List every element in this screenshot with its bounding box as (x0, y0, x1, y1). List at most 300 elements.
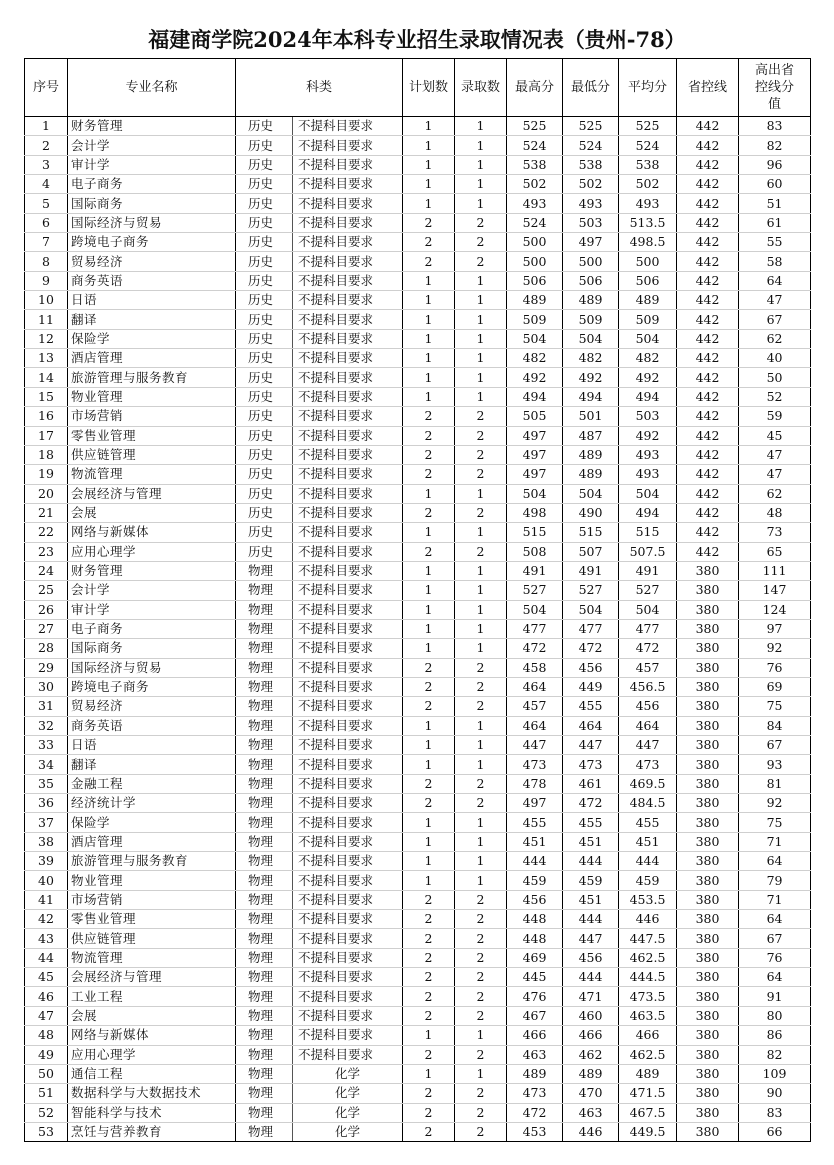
seq-cell: 9 (25, 271, 68, 290)
seq-cell: 36 (25, 794, 68, 813)
control-line-cell: 442 (677, 271, 739, 290)
control-line-cell: 380 (677, 639, 739, 658)
min-score-cell: 455 (563, 697, 619, 716)
control-line-cell: 380 (677, 929, 739, 948)
table-row (25, 929, 811, 948)
category-cell: 物理 (236, 697, 293, 716)
category-cell: 历史 (236, 252, 293, 271)
subject-requirement-cell: 不提科目要求 (293, 910, 403, 929)
min-score-cell: 527 (563, 581, 619, 600)
max-score-cell: 458 (507, 658, 563, 677)
plan-count-cell: 1 (403, 194, 455, 213)
plan-count-cell: 1 (403, 387, 455, 406)
max-score-cell: 453 (507, 1122, 563, 1141)
avg-score-cell: 444.5 (619, 968, 677, 987)
category-cell: 历史 (236, 387, 293, 406)
subject-requirement-cell: 不提科目要求 (293, 368, 403, 387)
subject-requirement-cell: 不提科目要求 (293, 697, 403, 716)
subject-requirement-cell: 不提科目要求 (293, 890, 403, 909)
avg-score-cell: 493 (619, 465, 677, 484)
seq-cell: 3 (25, 155, 68, 174)
max-score-cell: 448 (507, 929, 563, 948)
seq-cell: 21 (25, 503, 68, 522)
major-name-cell: 智能科学与技术 (68, 1103, 236, 1122)
max-score-cell: 493 (507, 194, 563, 213)
above-line-cell: 92 (739, 794, 811, 813)
avg-score-cell: 527 (619, 581, 677, 600)
table-row (25, 1122, 811, 1141)
table-row (25, 755, 811, 774)
subject-requirement-cell: 不提科目要求 (293, 1006, 403, 1025)
seq-cell: 10 (25, 291, 68, 310)
table-row (25, 581, 811, 600)
table-row (25, 1084, 811, 1103)
max-score-cell: 492 (507, 368, 563, 387)
above-line-cell: 64 (739, 968, 811, 987)
above-line-cell: 93 (739, 755, 811, 774)
admitted-count-cell: 1 (455, 291, 507, 310)
subject-requirement-cell: 不提科目要求 (293, 155, 403, 174)
plan-count-cell: 1 (403, 1064, 455, 1083)
table-row (25, 155, 811, 174)
major-name-cell: 商务英语 (68, 716, 236, 735)
table-row (25, 484, 811, 503)
max-score-cell: 478 (507, 774, 563, 793)
avg-score-cell: 492 (619, 368, 677, 387)
avg-score-cell: 455 (619, 813, 677, 832)
plan-count-cell: 1 (403, 155, 455, 174)
admitted-count-cell: 1 (455, 310, 507, 329)
subject-requirement-cell: 不提科目要求 (293, 794, 403, 813)
subject-requirement-cell: 不提科目要求 (293, 136, 403, 155)
min-score-cell: 501 (563, 407, 619, 426)
above-line-cell: 124 (739, 600, 811, 619)
control-line-cell: 380 (677, 658, 739, 677)
max-score-cell: 477 (507, 619, 563, 638)
header-major: 专业名称 (68, 59, 236, 117)
admitted-count-cell: 1 (455, 619, 507, 638)
plan-count-cell: 1 (403, 329, 455, 348)
avg-score-cell: 489 (619, 291, 677, 310)
max-score-cell: 456 (507, 890, 563, 909)
subject-requirement-cell: 不提科目要求 (293, 445, 403, 464)
seq-cell: 20 (25, 484, 68, 503)
major-name-cell: 烹饪与营养教育 (68, 1122, 236, 1141)
control-line-cell: 380 (677, 832, 739, 851)
seq-cell: 45 (25, 968, 68, 987)
subject-requirement-cell: 不提科目要求 (293, 426, 403, 445)
category-cell: 历史 (236, 503, 293, 522)
table-row (25, 890, 811, 909)
plan-count-cell: 2 (403, 503, 455, 522)
max-score-cell: 444 (507, 852, 563, 871)
seq-cell: 41 (25, 890, 68, 909)
table-row (25, 194, 811, 213)
avg-score-cell: 457 (619, 658, 677, 677)
above-line-cell: 73 (739, 523, 811, 542)
table-row (25, 697, 811, 716)
plan-count-cell: 1 (403, 639, 455, 658)
plan-count-cell: 2 (403, 1045, 455, 1064)
plan-count-cell: 1 (403, 813, 455, 832)
avg-score-cell: 504 (619, 329, 677, 348)
control-line-cell: 442 (677, 329, 739, 348)
seq-cell: 19 (25, 465, 68, 484)
above-line-cell: 48 (739, 503, 811, 522)
major-name-cell: 会计学 (68, 581, 236, 600)
admitted-count-cell: 2 (455, 407, 507, 426)
above-line-cell: 76 (739, 658, 811, 677)
category-cell: 物理 (236, 755, 293, 774)
category-cell: 物理 (236, 1045, 293, 1064)
major-name-cell: 供应链管理 (68, 445, 236, 464)
above-line-cell: 75 (739, 697, 811, 716)
major-name-cell: 市场营销 (68, 407, 236, 426)
seq-cell: 38 (25, 832, 68, 851)
seq-cell: 25 (25, 581, 68, 600)
control-line-cell: 380 (677, 736, 739, 755)
avg-score-cell: 494 (619, 503, 677, 522)
subject-requirement-cell: 不提科目要求 (293, 736, 403, 755)
table-row (25, 349, 811, 368)
category-cell: 历史 (236, 349, 293, 368)
control-line-cell: 442 (677, 523, 739, 542)
above-line-cell: 96 (739, 155, 811, 174)
control-line-cell: 442 (677, 542, 739, 561)
category-cell: 物理 (236, 677, 293, 696)
seq-cell: 6 (25, 213, 68, 232)
min-score-cell: 456 (563, 658, 619, 677)
category-cell: 物理 (236, 948, 293, 967)
seq-cell: 8 (25, 252, 68, 271)
admitted-count-cell: 1 (455, 175, 507, 194)
major-name-cell: 会展经济与管理 (68, 484, 236, 503)
plan-count-cell: 1 (403, 310, 455, 329)
max-score-cell: 504 (507, 329, 563, 348)
table-row (25, 175, 811, 194)
above-line-cell: 75 (739, 813, 811, 832)
min-score-cell: 490 (563, 503, 619, 522)
avg-score-cell: 500 (619, 252, 677, 271)
major-name-cell: 工业工程 (68, 987, 236, 1006)
plan-count-cell: 2 (403, 445, 455, 464)
control-line-cell: 442 (677, 407, 739, 426)
above-line-cell: 45 (739, 426, 811, 445)
category-cell: 物理 (236, 1103, 293, 1122)
plan-count-cell: 2 (403, 252, 455, 271)
above-line-cell: 71 (739, 890, 811, 909)
seq-cell: 26 (25, 600, 68, 619)
table-row (25, 503, 811, 522)
table-row (25, 368, 811, 387)
above-line-cell: 67 (739, 310, 811, 329)
table-row (25, 465, 811, 484)
admitted-count-cell: 1 (455, 581, 507, 600)
category-cell: 历史 (236, 175, 293, 194)
max-score-cell: 500 (507, 252, 563, 271)
above-line-cell: 55 (739, 233, 811, 252)
max-score-cell: 448 (507, 910, 563, 929)
major-name-cell: 会展 (68, 1006, 236, 1025)
plan-count-cell: 2 (403, 1084, 455, 1103)
major-name-cell: 金融工程 (68, 774, 236, 793)
control-line-cell: 442 (677, 484, 739, 503)
subject-requirement-cell: 不提科目要求 (293, 1026, 403, 1045)
seq-cell: 30 (25, 677, 68, 696)
admitted-count-cell: 1 (455, 755, 507, 774)
control-line-cell: 442 (677, 233, 739, 252)
avg-score-cell: 456 (619, 697, 677, 716)
seq-cell: 51 (25, 1084, 68, 1103)
seq-cell: 2 (25, 136, 68, 155)
control-line-cell: 380 (677, 677, 739, 696)
subject-requirement-cell: 不提科目要求 (293, 871, 403, 890)
control-line-cell: 442 (677, 387, 739, 406)
above-line-cell: 91 (739, 987, 811, 1006)
max-score-cell: 504 (507, 484, 563, 503)
max-score-cell: 538 (507, 155, 563, 174)
seq-cell: 18 (25, 445, 68, 464)
admitted-count-cell: 1 (455, 561, 507, 580)
min-score-cell: 463 (563, 1103, 619, 1122)
above-line-cell: 51 (739, 194, 811, 213)
plan-count-cell: 1 (403, 619, 455, 638)
table-row (25, 813, 811, 832)
max-score-cell: 464 (507, 716, 563, 735)
major-name-cell: 会展 (68, 503, 236, 522)
seq-cell: 39 (25, 852, 68, 871)
min-score-cell: 449 (563, 677, 619, 696)
avg-score-cell: 509 (619, 310, 677, 329)
major-name-cell: 国际经济与贸易 (68, 213, 236, 232)
plan-count-cell: 2 (403, 1103, 455, 1122)
seq-cell: 13 (25, 349, 68, 368)
min-score-cell: 470 (563, 1084, 619, 1103)
max-score-cell: 476 (507, 987, 563, 1006)
avg-score-cell: 489 (619, 1064, 677, 1083)
above-line-cell: 64 (739, 852, 811, 871)
control-line-cell: 380 (677, 755, 739, 774)
avg-score-cell: 469.5 (619, 774, 677, 793)
major-name-cell: 旅游管理与服务教育 (68, 852, 236, 871)
min-score-cell: 472 (563, 794, 619, 813)
admitted-count-cell: 1 (455, 484, 507, 503)
min-score-cell: 507 (563, 542, 619, 561)
control-line-cell: 380 (677, 1103, 739, 1122)
table-row (25, 213, 811, 232)
above-line-cell: 65 (739, 542, 811, 561)
min-score-cell: 455 (563, 813, 619, 832)
category-cell: 历史 (236, 368, 293, 387)
subject-requirement-cell: 不提科目要求 (293, 658, 403, 677)
control-line-cell: 442 (677, 194, 739, 213)
major-name-cell: 国际商务 (68, 639, 236, 658)
admitted-count-cell: 1 (455, 639, 507, 658)
seq-cell: 49 (25, 1045, 68, 1064)
plan-count-cell: 1 (403, 561, 455, 580)
plan-count-cell: 2 (403, 407, 455, 426)
min-score-cell: 524 (563, 136, 619, 155)
seq-cell: 47 (25, 1006, 68, 1025)
avg-score-cell: 447.5 (619, 929, 677, 948)
subject-requirement-cell: 不提科目要求 (293, 407, 403, 426)
plan-count-cell: 2 (403, 1006, 455, 1025)
min-score-cell: 494 (563, 387, 619, 406)
category-cell: 物理 (236, 1026, 293, 1045)
table-row (25, 1045, 811, 1064)
table-row (25, 1026, 811, 1045)
major-name-cell: 物流管理 (68, 948, 236, 967)
admitted-count-cell: 1 (455, 523, 507, 542)
table-row (25, 600, 811, 619)
max-score-cell: 505 (507, 407, 563, 426)
table-row (25, 445, 811, 464)
plan-count-cell: 2 (403, 426, 455, 445)
plan-count-cell: 2 (403, 794, 455, 813)
control-line-cell: 380 (677, 774, 739, 793)
min-score-cell: 525 (563, 117, 619, 136)
category-cell: 历史 (236, 484, 293, 503)
above-line-cell: 47 (739, 445, 811, 464)
table-body (25, 117, 811, 1142)
above-line-cell: 111 (739, 561, 811, 580)
major-name-cell: 网络与新媒体 (68, 1026, 236, 1045)
max-score-cell: 472 (507, 639, 563, 658)
seq-cell: 1 (25, 117, 68, 136)
category-cell: 历史 (236, 233, 293, 252)
max-score-cell: 524 (507, 136, 563, 155)
above-line-cell: 40 (739, 349, 811, 368)
plan-count-cell: 2 (403, 1122, 455, 1141)
category-cell: 历史 (236, 136, 293, 155)
major-name-cell: 零售业管理 (68, 910, 236, 929)
category-cell: 历史 (236, 117, 293, 136)
subject-requirement-cell: 不提科目要求 (293, 523, 403, 542)
above-line-cell: 97 (739, 619, 811, 638)
max-score-cell: 506 (507, 271, 563, 290)
min-score-cell: 509 (563, 310, 619, 329)
subject-requirement-cell: 不提科目要求 (293, 677, 403, 696)
plan-count-cell: 1 (403, 1026, 455, 1045)
plan-count-cell: 1 (403, 484, 455, 503)
subject-requirement-cell: 不提科目要求 (293, 987, 403, 1006)
category-cell: 物理 (236, 929, 293, 948)
table-row (25, 117, 811, 136)
subject-requirement-cell: 不提科目要求 (293, 813, 403, 832)
subject-requirement-cell: 化学 (293, 1064, 403, 1083)
control-line-cell: 442 (677, 291, 739, 310)
above-line-cell: 86 (739, 1026, 811, 1045)
admitted-count-cell: 1 (455, 736, 507, 755)
category-cell: 物理 (236, 639, 293, 658)
table-row (25, 310, 811, 329)
major-name-cell: 审计学 (68, 600, 236, 619)
category-cell: 物理 (236, 600, 293, 619)
control-line-cell: 380 (677, 948, 739, 967)
control-line-cell: 380 (677, 561, 739, 580)
avg-score-cell: 491 (619, 561, 677, 580)
header-category: 科类 (236, 59, 403, 117)
max-score-cell: 469 (507, 948, 563, 967)
seq-cell: 28 (25, 639, 68, 658)
admitted-count-cell: 1 (455, 194, 507, 213)
plan-count-cell: 1 (403, 271, 455, 290)
plan-count-cell: 2 (403, 233, 455, 252)
subject-requirement-cell: 化学 (293, 1103, 403, 1122)
min-score-cell: 497 (563, 233, 619, 252)
min-score-cell: 447 (563, 736, 619, 755)
subject-requirement-cell: 化学 (293, 1084, 403, 1103)
above-line-cell: 66 (739, 1122, 811, 1141)
table-row (25, 252, 811, 271)
min-score-cell: 482 (563, 349, 619, 368)
category-cell: 物理 (236, 910, 293, 929)
category-cell: 历史 (236, 155, 293, 174)
subject-requirement-cell: 不提科目要求 (293, 387, 403, 406)
control-line-cell: 380 (677, 890, 739, 909)
above-line-cell: 67 (739, 736, 811, 755)
subject-requirement-cell: 不提科目要求 (293, 213, 403, 232)
plan-count-cell: 2 (403, 542, 455, 561)
subject-requirement-cell: 不提科目要求 (293, 581, 403, 600)
above-line-cell: 82 (739, 1045, 811, 1064)
subject-requirement-cell: 不提科目要求 (293, 968, 403, 987)
plan-count-cell: 2 (403, 465, 455, 484)
table-row (25, 774, 811, 793)
seq-cell: 40 (25, 871, 68, 890)
admitted-count-cell: 1 (455, 871, 507, 890)
min-score-cell: 451 (563, 890, 619, 909)
header-above-line: 高出省控线分值 (739, 59, 811, 117)
max-score-cell: 524 (507, 213, 563, 232)
avg-score-cell: 503 (619, 407, 677, 426)
control-line-cell: 442 (677, 213, 739, 232)
major-name-cell: 数据科学与大数据技术 (68, 1084, 236, 1103)
seq-cell: 22 (25, 523, 68, 542)
category-cell: 物理 (236, 813, 293, 832)
table-row (25, 542, 811, 561)
max-score-cell: 482 (507, 349, 563, 368)
seq-cell: 14 (25, 368, 68, 387)
above-line-cell: 58 (739, 252, 811, 271)
table-row (25, 387, 811, 406)
plan-count-cell: 1 (403, 117, 455, 136)
category-cell: 历史 (236, 426, 293, 445)
control-line-cell: 380 (677, 871, 739, 890)
min-score-cell: 489 (563, 445, 619, 464)
min-score-cell: 515 (563, 523, 619, 542)
above-line-cell: 61 (739, 213, 811, 232)
major-name-cell: 财务管理 (68, 117, 236, 136)
plan-count-cell: 1 (403, 349, 455, 368)
control-line-cell: 380 (677, 1084, 739, 1103)
major-name-cell: 物业管理 (68, 871, 236, 890)
control-line-cell: 442 (677, 252, 739, 271)
plan-count-cell: 1 (403, 523, 455, 542)
header-avg-score: 平均分 (619, 59, 677, 117)
category-cell: 历史 (236, 213, 293, 232)
major-name-cell: 商务英语 (68, 271, 236, 290)
subject-requirement-cell: 不提科目要求 (293, 1045, 403, 1064)
subject-requirement-cell: 不提科目要求 (293, 252, 403, 271)
subject-requirement-cell: 不提科目要求 (293, 832, 403, 851)
category-cell: 历史 (236, 271, 293, 290)
admitted-count-cell: 2 (455, 445, 507, 464)
subject-requirement-cell: 化学 (293, 1122, 403, 1141)
control-line-cell: 442 (677, 368, 739, 387)
category-cell: 物理 (236, 832, 293, 851)
plan-count-cell: 2 (403, 697, 455, 716)
